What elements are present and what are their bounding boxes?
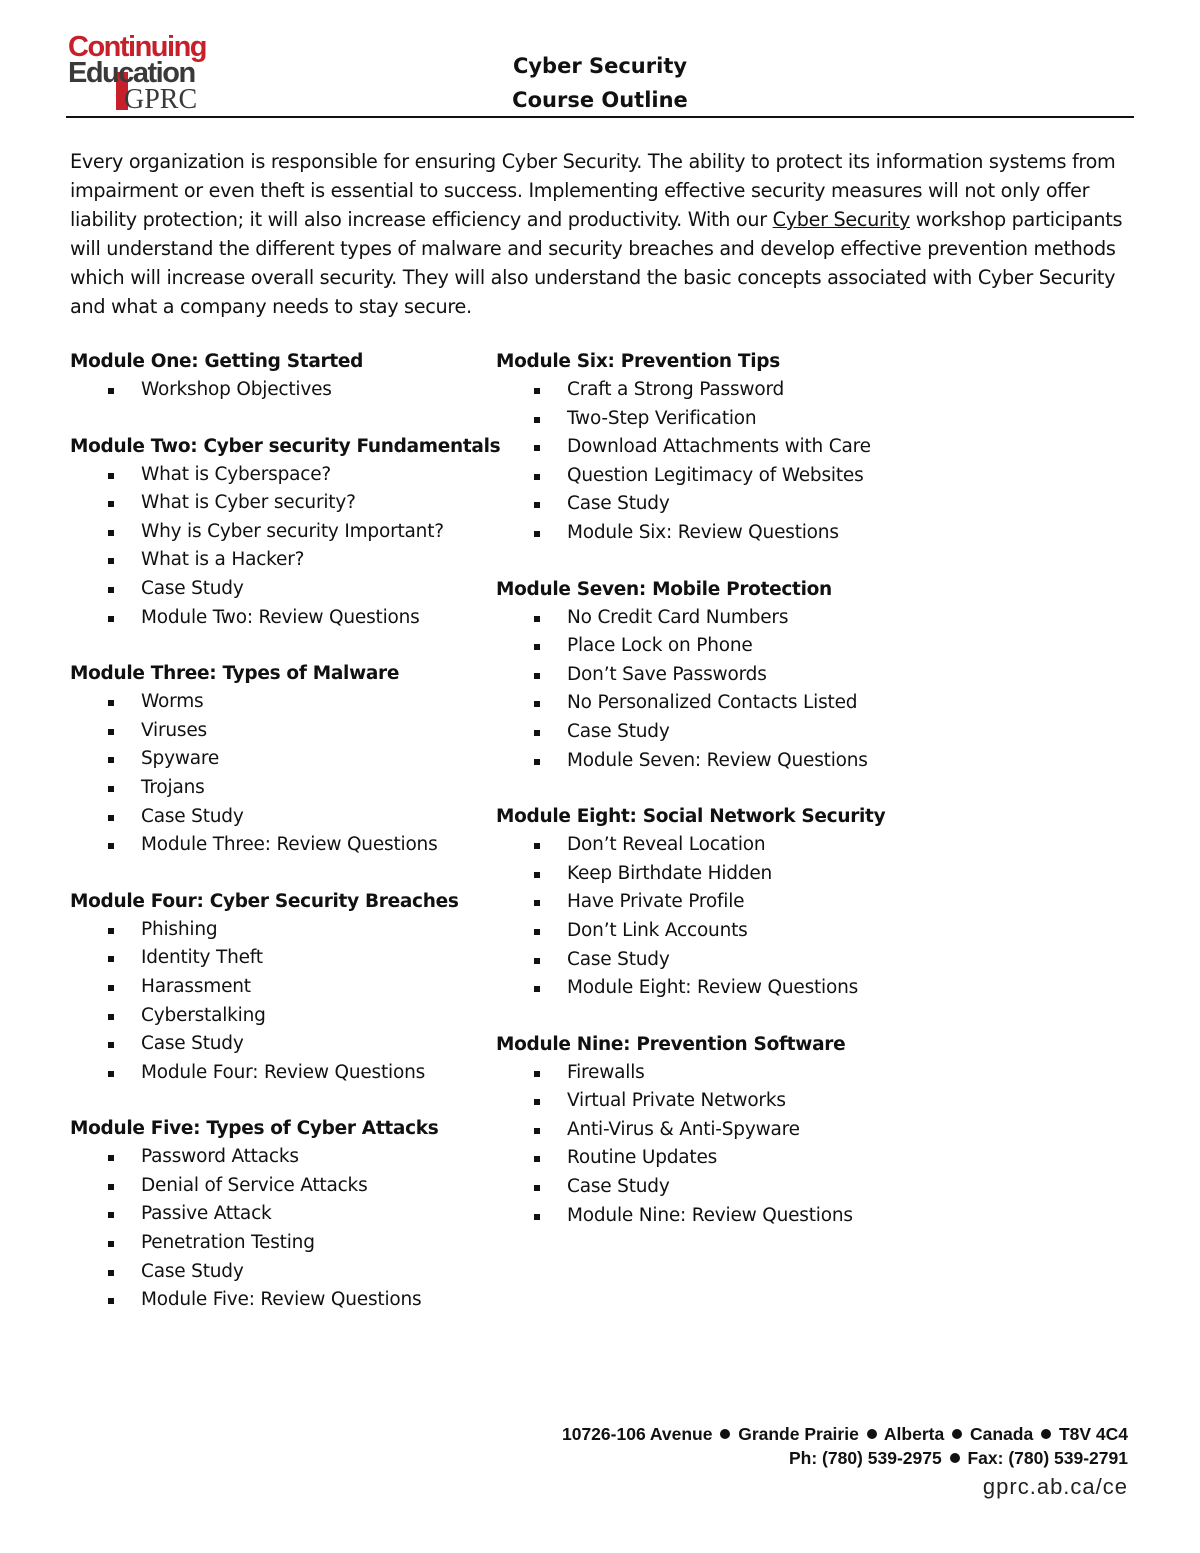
module-topic-label: Routine Updates bbox=[567, 1147, 718, 1169]
module-topic-item bbox=[70, 1229, 490, 1258]
footer-address-part: Alberta bbox=[883, 1424, 945, 1444]
module-title: Module Six: Prevention Tips bbox=[496, 351, 780, 372]
module-topic-label: Don’t Save Passwords bbox=[567, 663, 767, 685]
module-topic-label: Don’t Link Accounts bbox=[567, 919, 748, 941]
square-bullet-icon bbox=[108, 1241, 114, 1247]
footer-separator-dot-icon bbox=[867, 1429, 877, 1439]
module-topic-item bbox=[496, 1144, 916, 1173]
module-topic-label: Cyberstalking bbox=[141, 1004, 266, 1026]
page-title: Cyber Security bbox=[512, 54, 688, 78]
module-topic-item bbox=[70, 1143, 490, 1172]
logo-line-education: Education bbox=[68, 57, 195, 89]
module-topic-item bbox=[70, 717, 490, 746]
module-topic-label: Firewalls bbox=[567, 1061, 645, 1083]
module-topic-item bbox=[496, 1116, 916, 1145]
module-topic-list bbox=[70, 916, 490, 1088]
module-topic-label: Two-Step Verification bbox=[567, 407, 757, 429]
square-bullet-icon bbox=[534, 900, 540, 906]
module-topic-label: Craft a Strong Password bbox=[567, 379, 785, 400]
square-bullet-icon bbox=[108, 530, 114, 536]
module-topic-item bbox=[70, 973, 490, 1002]
module-topic-item bbox=[70, 575, 490, 604]
footer-address-part: Grande Prairie bbox=[738, 1424, 859, 1444]
footer-separator-dot-icon bbox=[952, 1429, 962, 1439]
module-topic-label: Case Study bbox=[141, 1033, 244, 1055]
square-bullet-icon bbox=[534, 1156, 540, 1162]
square-bullet-icon bbox=[534, 843, 540, 849]
module-topic-item bbox=[70, 1030, 490, 1059]
module-topic-item bbox=[496, 519, 916, 548]
module-topic-item bbox=[496, 888, 916, 917]
module-topic-label: Spyware bbox=[141, 748, 220, 770]
module-topic-item bbox=[496, 1087, 916, 1116]
square-bullet-icon bbox=[534, 531, 540, 537]
module-topic-item bbox=[496, 747, 916, 776]
modules-left-column bbox=[70, 347, 501, 1342]
square-bullet-icon bbox=[108, 388, 114, 394]
module-topic-item bbox=[70, 489, 490, 518]
module-topic-label: Virtual Private Networks bbox=[567, 1090, 786, 1112]
module-topic-label: Anti-Virus & Anti-Spyware bbox=[567, 1118, 800, 1140]
module-topic-item bbox=[496, 661, 916, 690]
module-section bbox=[70, 887, 490, 1088]
module-topic-label: What is Cyberspace? bbox=[141, 463, 332, 485]
module-topic-item bbox=[496, 462, 916, 491]
footer-address bbox=[562, 1424, 1128, 1445]
module-topic-label: Have Private Profile bbox=[567, 891, 745, 913]
module-topic-list bbox=[496, 831, 916, 1003]
header-divider bbox=[66, 116, 1134, 118]
footer-contact-part: Ph: (780) 539-2975 bbox=[788, 1448, 942, 1468]
module-topic-label: Denial of Service Attacks bbox=[141, 1174, 368, 1196]
square-bullet-icon bbox=[534, 986, 540, 992]
square-bullet-icon bbox=[534, 417, 540, 423]
footer-separator-dot-icon bbox=[1041, 1429, 1051, 1439]
module-topic-item bbox=[70, 774, 490, 803]
module-topic-item bbox=[496, 604, 916, 633]
module-topic-label: Module Four: Review Questions bbox=[141, 1061, 426, 1083]
square-bullet-icon bbox=[108, 558, 114, 564]
square-bullet-icon bbox=[108, 501, 114, 507]
square-bullet-icon bbox=[534, 730, 540, 736]
module-topic-label: Trojans bbox=[141, 776, 205, 798]
module-topic-item bbox=[70, 944, 490, 973]
square-bullet-icon bbox=[108, 928, 114, 934]
module-topic-item bbox=[496, 974, 916, 1003]
module-topic-list bbox=[496, 1059, 916, 1231]
footer-address-part: Canada bbox=[969, 1424, 1034, 1444]
module-topic-item bbox=[70, 688, 490, 717]
module-topic-label: No Personalized Contacts Listed bbox=[567, 692, 858, 714]
footer-address-part: T8V 4C4 bbox=[1058, 1424, 1128, 1444]
module-topic-item bbox=[496, 376, 916, 405]
module-topic-item bbox=[70, 803, 490, 832]
intro-paragraph bbox=[70, 147, 1140, 321]
square-bullet-icon bbox=[534, 929, 540, 935]
intro-text-end: workshop participants will understand the different types of malware and security breaches and develop effective prevention methods which will increase overall security. They will also understand the basic concepts associated with Cyber Security and what a company needs to stay secure. bbox=[70, 208, 1123, 318]
module-topic-label: Module Five: Review Questions bbox=[141, 1289, 422, 1311]
square-bullet-icon bbox=[108, 1270, 114, 1276]
module-title: Module Two: Cyber security Fundamentals bbox=[70, 435, 501, 457]
module-topic-item bbox=[496, 632, 916, 661]
module-topic-label: Case Study bbox=[141, 1260, 244, 1282]
module-topic-item bbox=[496, 1202, 916, 1231]
module-topic-list bbox=[496, 376, 916, 548]
square-bullet-icon bbox=[534, 502, 540, 508]
module-topic-label: Module Eight: Review Questions bbox=[567, 977, 859, 999]
square-bullet-icon bbox=[534, 1214, 540, 1220]
module-topic-list bbox=[70, 1143, 490, 1315]
footer-website: gprc.ab.ca/ce bbox=[982, 1474, 1128, 1499]
footer-contact bbox=[789, 1448, 1128, 1469]
square-bullet-icon bbox=[534, 616, 540, 622]
module-topic-label: Why is Cyber security Important? bbox=[141, 520, 444, 542]
module-topic-label: Workshop Objectives bbox=[141, 379, 332, 400]
module-topic-item bbox=[496, 433, 916, 462]
module-topic-list bbox=[70, 688, 490, 860]
course-name-underlined: Cyber Security bbox=[772, 208, 910, 231]
page-subtitle: Course Outline bbox=[512, 88, 688, 112]
square-bullet-icon bbox=[108, 1155, 114, 1161]
square-bullet-icon bbox=[534, 644, 540, 650]
module-topic-item bbox=[70, 1286, 490, 1315]
module-topic-label: Case Study bbox=[567, 720, 670, 742]
module-topic-label: Don’t Reveal Location bbox=[567, 834, 766, 856]
module-topic-item bbox=[496, 490, 916, 519]
square-bullet-icon bbox=[534, 474, 540, 480]
module-topic-label: What is Cyber security? bbox=[141, 492, 356, 514]
module-section bbox=[70, 347, 490, 405]
square-bullet-icon bbox=[108, 1298, 114, 1304]
square-bullet-icon bbox=[108, 1184, 114, 1190]
logo-line-continuing: Continuing bbox=[68, 31, 207, 63]
module-topic-item bbox=[70, 1258, 490, 1287]
module-title: Module Five: Types of Cyber Attacks bbox=[70, 1118, 439, 1140]
module-topic-item bbox=[496, 1059, 916, 1088]
module-topic-label: Phishing bbox=[141, 918, 218, 940]
module-topic-label: Place Lock on Phone bbox=[567, 635, 753, 657]
module-topic-label: Case Study bbox=[567, 948, 670, 970]
square-bullet-icon bbox=[534, 1128, 540, 1134]
module-topic-label: Case Study bbox=[567, 1176, 670, 1198]
module-topic-label: No Credit Card Numbers bbox=[567, 606, 789, 628]
module-topic-label: Case Study bbox=[141, 577, 244, 599]
module-topic-label: Module Three: Review Questions bbox=[141, 834, 438, 856]
footer-separator-dot-icon bbox=[950, 1453, 960, 1463]
module-title: Module One: Getting Started bbox=[70, 351, 364, 372]
logo-line-gprc: GPRC bbox=[124, 84, 198, 112]
module-topic-label: Password Attacks bbox=[141, 1146, 299, 1168]
square-bullet-icon bbox=[108, 700, 114, 706]
module-title: Module Four: Cyber Security Breaches bbox=[70, 890, 459, 912]
module-topic-label: Module Seven: Review Questions bbox=[567, 749, 868, 771]
module-topic-item bbox=[70, 745, 490, 774]
module-topic-item bbox=[70, 1172, 490, 1201]
square-bullet-icon bbox=[108, 985, 114, 991]
module-topic-label: Identity Theft bbox=[141, 947, 263, 969]
square-bullet-icon bbox=[108, 786, 114, 792]
module-topic-item bbox=[70, 831, 490, 860]
module-title: Module Eight: Social Network Security bbox=[496, 806, 886, 828]
module-topic-item bbox=[496, 1173, 916, 1202]
module-title: Module Seven: Mobile Protection bbox=[496, 578, 832, 600]
module-topic-label: Module Nine: Review Questions bbox=[567, 1204, 853, 1226]
module-topic-item bbox=[496, 718, 916, 747]
footer-address-part: 10726-106 Avenue bbox=[561, 1424, 713, 1444]
module-section bbox=[496, 1030, 916, 1231]
module-section bbox=[496, 802, 916, 1003]
module-title: Module Nine: Prevention Software bbox=[496, 1033, 846, 1055]
square-bullet-icon bbox=[108, 1071, 114, 1077]
module-title: Module Three: Types of Malware bbox=[70, 663, 400, 685]
module-topic-item bbox=[70, 461, 490, 490]
module-topic-label: Module Two: Review Questions bbox=[141, 606, 420, 628]
module-topic-label: Question Legitimacy of Websites bbox=[567, 464, 864, 486]
module-topic-item bbox=[70, 376, 490, 405]
module-topic-item bbox=[496, 831, 916, 860]
square-bullet-icon bbox=[108, 757, 114, 763]
module-topic-label: Module Six: Review Questions bbox=[567, 521, 839, 543]
module-section bbox=[70, 432, 501, 633]
module-topic-item bbox=[70, 604, 490, 633]
square-bullet-icon bbox=[534, 673, 540, 679]
module-topic-item bbox=[70, 1200, 490, 1229]
square-bullet-icon bbox=[534, 701, 540, 707]
square-bullet-icon bbox=[534, 1071, 540, 1077]
module-topic-item bbox=[496, 689, 916, 718]
module-topic-label: Worms bbox=[141, 691, 204, 713]
module-section bbox=[496, 347, 916, 548]
square-bullet-icon bbox=[534, 759, 540, 765]
module-topic-item bbox=[496, 405, 916, 434]
footer-separator-dot-icon bbox=[720, 1429, 730, 1439]
module-topic-label: Case Study bbox=[567, 493, 670, 515]
module-topic-item bbox=[496, 946, 916, 975]
module-topic-item bbox=[496, 917, 916, 946]
square-bullet-icon bbox=[108, 587, 114, 593]
module-topic-label: Viruses bbox=[141, 719, 207, 741]
square-bullet-icon bbox=[108, 729, 114, 735]
square-bullet-icon bbox=[108, 815, 114, 821]
module-topic-item bbox=[70, 916, 490, 945]
footer-contact-part: Fax: (780) 539-2791 bbox=[967, 1448, 1128, 1468]
module-topic-item bbox=[70, 1002, 490, 1031]
square-bullet-icon bbox=[108, 843, 114, 849]
square-bullet-icon bbox=[534, 1185, 540, 1191]
module-topic-label: Case Study bbox=[141, 805, 244, 827]
module-topic-list bbox=[496, 604, 916, 776]
modules-right-column bbox=[496, 347, 916, 1257]
module-topic-label: Harassment bbox=[141, 975, 251, 997]
square-bullet-icon bbox=[108, 1014, 114, 1020]
intro-text-start: Every organization is responsible for ensuring Cyber Security. The ability to protect its information systems from impairment or even theft is essential to success. Implementing effective security measures will not only offer liability protection; it will also increase efficiency and productivity. With our bbox=[70, 150, 1116, 231]
square-bullet-icon bbox=[108, 473, 114, 479]
square-bullet-icon bbox=[534, 872, 540, 878]
square-bullet-icon bbox=[108, 616, 114, 622]
square-bullet-icon bbox=[108, 956, 114, 962]
module-topic-label: What is a Hacker? bbox=[141, 549, 305, 571]
module-topic-item bbox=[70, 518, 490, 547]
module-topic-list bbox=[70, 376, 490, 405]
module-topic-label: Passive Attack bbox=[141, 1203, 272, 1225]
module-section bbox=[496, 575, 916, 776]
module-section bbox=[70, 1114, 490, 1315]
module-topic-label: Download Attachments with Care bbox=[567, 436, 871, 458]
module-topic-label: Penetration Testing bbox=[141, 1232, 315, 1254]
module-topic-item bbox=[70, 546, 490, 575]
square-bullet-icon bbox=[534, 388, 540, 394]
module-topic-item bbox=[70, 1059, 490, 1088]
module-topic-item bbox=[496, 860, 916, 889]
module-section bbox=[70, 659, 490, 860]
square-bullet-icon bbox=[534, 1099, 540, 1105]
module-topic-label: Keep Birthdate Hidden bbox=[567, 862, 773, 884]
square-bullet-icon bbox=[108, 1042, 114, 1048]
square-bullet-icon bbox=[534, 958, 540, 964]
module-topic-list bbox=[70, 461, 490, 633]
square-bullet-icon bbox=[534, 445, 540, 451]
square-bullet-icon bbox=[108, 1212, 114, 1218]
